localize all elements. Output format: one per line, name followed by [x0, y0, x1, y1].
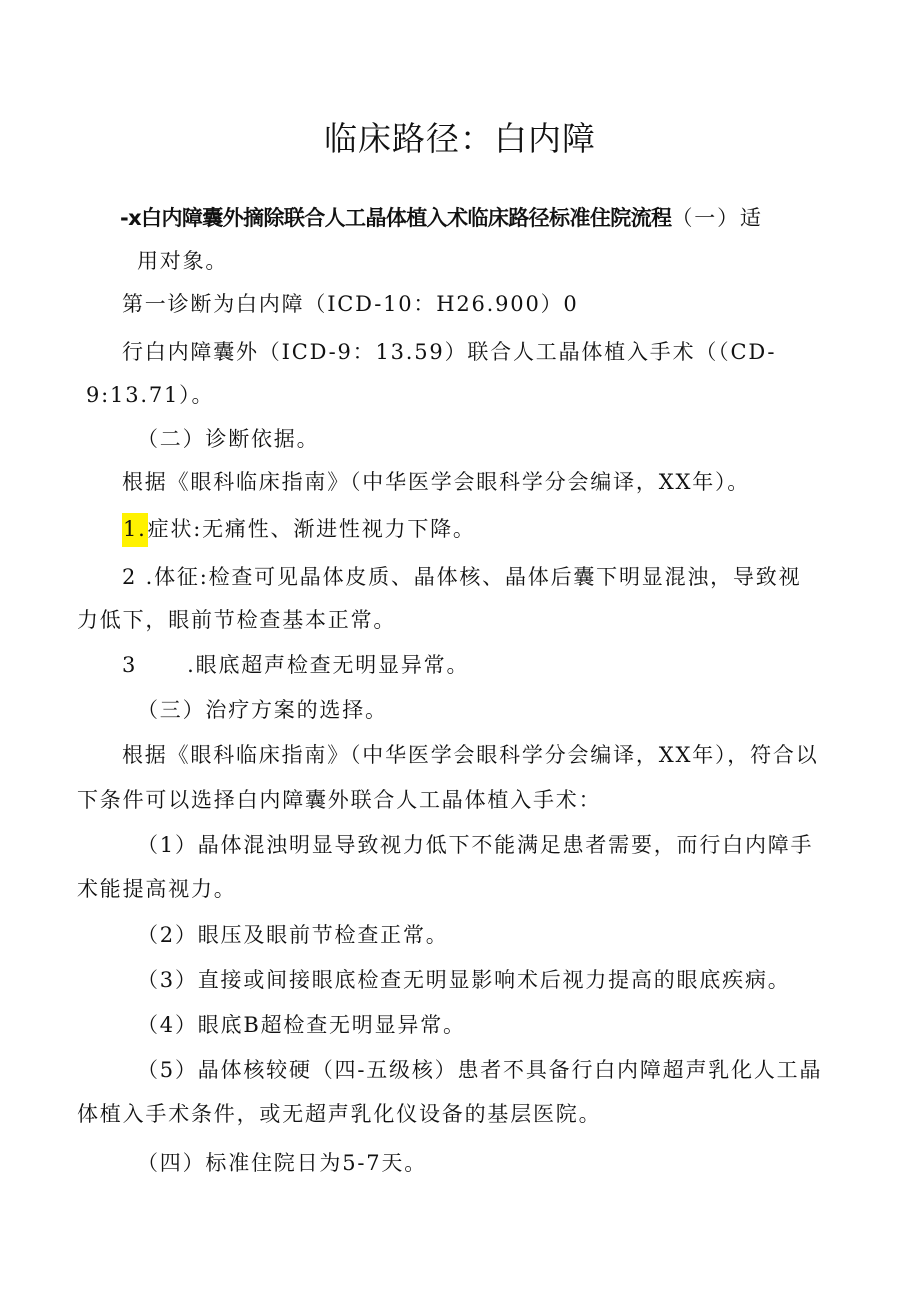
- paragraph-line: 用对象。: [137, 249, 229, 273]
- paragraph-line: 术能提高视力。: [77, 877, 237, 901]
- list-item-text: 症状:无痛性、渐进性视力下降。: [147, 517, 476, 541]
- section-subheading: （二）诊断依据。: [137, 427, 320, 451]
- paragraph-line: 行白内障囊外（ICD-9：13.59）联合人工晶体植入手术（（CD-: [122, 340, 777, 364]
- paragraph-line: 力低下，眼前节检查基本正常。: [77, 608, 397, 632]
- section-subheading: （三）治疗方案的选择。: [137, 698, 388, 722]
- section-heading: -x白内障囊外摘除联合人工晶体植入术临床路径标准住院流程: [120, 206, 672, 230]
- list-item: （1）晶体混浊明显导致视力低下不能满足患者需要，而行白内障手: [137, 833, 814, 857]
- list-number: 3: [122, 653, 138, 677]
- page-title: 临床路径：白内障: [324, 119, 596, 158]
- highlighted-number: 1.: [122, 513, 148, 547]
- list-item: [122, 650, 469, 680]
- section-subheading: （四）标准住院日为5-7天。: [137, 1151, 428, 1175]
- paragraph-line: 体植入手术条件，或无超声乳化仪设备的基层医院。: [77, 1102, 602, 1126]
- list-item: （3）直接或间接眼底检查无明显影响术后视力提高的眼底疾病。: [137, 968, 791, 992]
- paragraph-line: 下条件可以选择白内障囊外联合人工晶体植入手术：: [77, 788, 602, 812]
- paragraph-line: 第一诊断为白内障（ICD-10：H26.900）0: [122, 292, 579, 316]
- list-item: [122, 514, 476, 544]
- list-item-text: .眼底超声检查无明显异常。: [187, 653, 470, 677]
- list-item: 2 .体征:检查可见晶体皮质、晶体核、晶体后囊下明显混浊，导致视: [122, 565, 802, 589]
- list-item: （2）眼压及眼前节检查正常。: [137, 923, 449, 947]
- section-heading-line: [120, 203, 763, 233]
- section-heading-tail: （一）适: [671, 206, 763, 230]
- paragraph-line: 根据《眼科临床指南》（中华医学会眼科学分会编译，XX年），符合以: [122, 743, 819, 767]
- list-item: （4）眼底B超检查无明显异常。: [137, 1013, 466, 1037]
- paragraph-line: 9:13.71）。: [86, 383, 215, 407]
- paragraph-line: 根据《眼科临床指南》（中华医学会眼科学分会编译，XX年）。: [122, 470, 751, 494]
- list-item: （5）晶体核较硬（四-五级核）患者不具备行白内障超声乳化人工晶: [137, 1058, 823, 1082]
